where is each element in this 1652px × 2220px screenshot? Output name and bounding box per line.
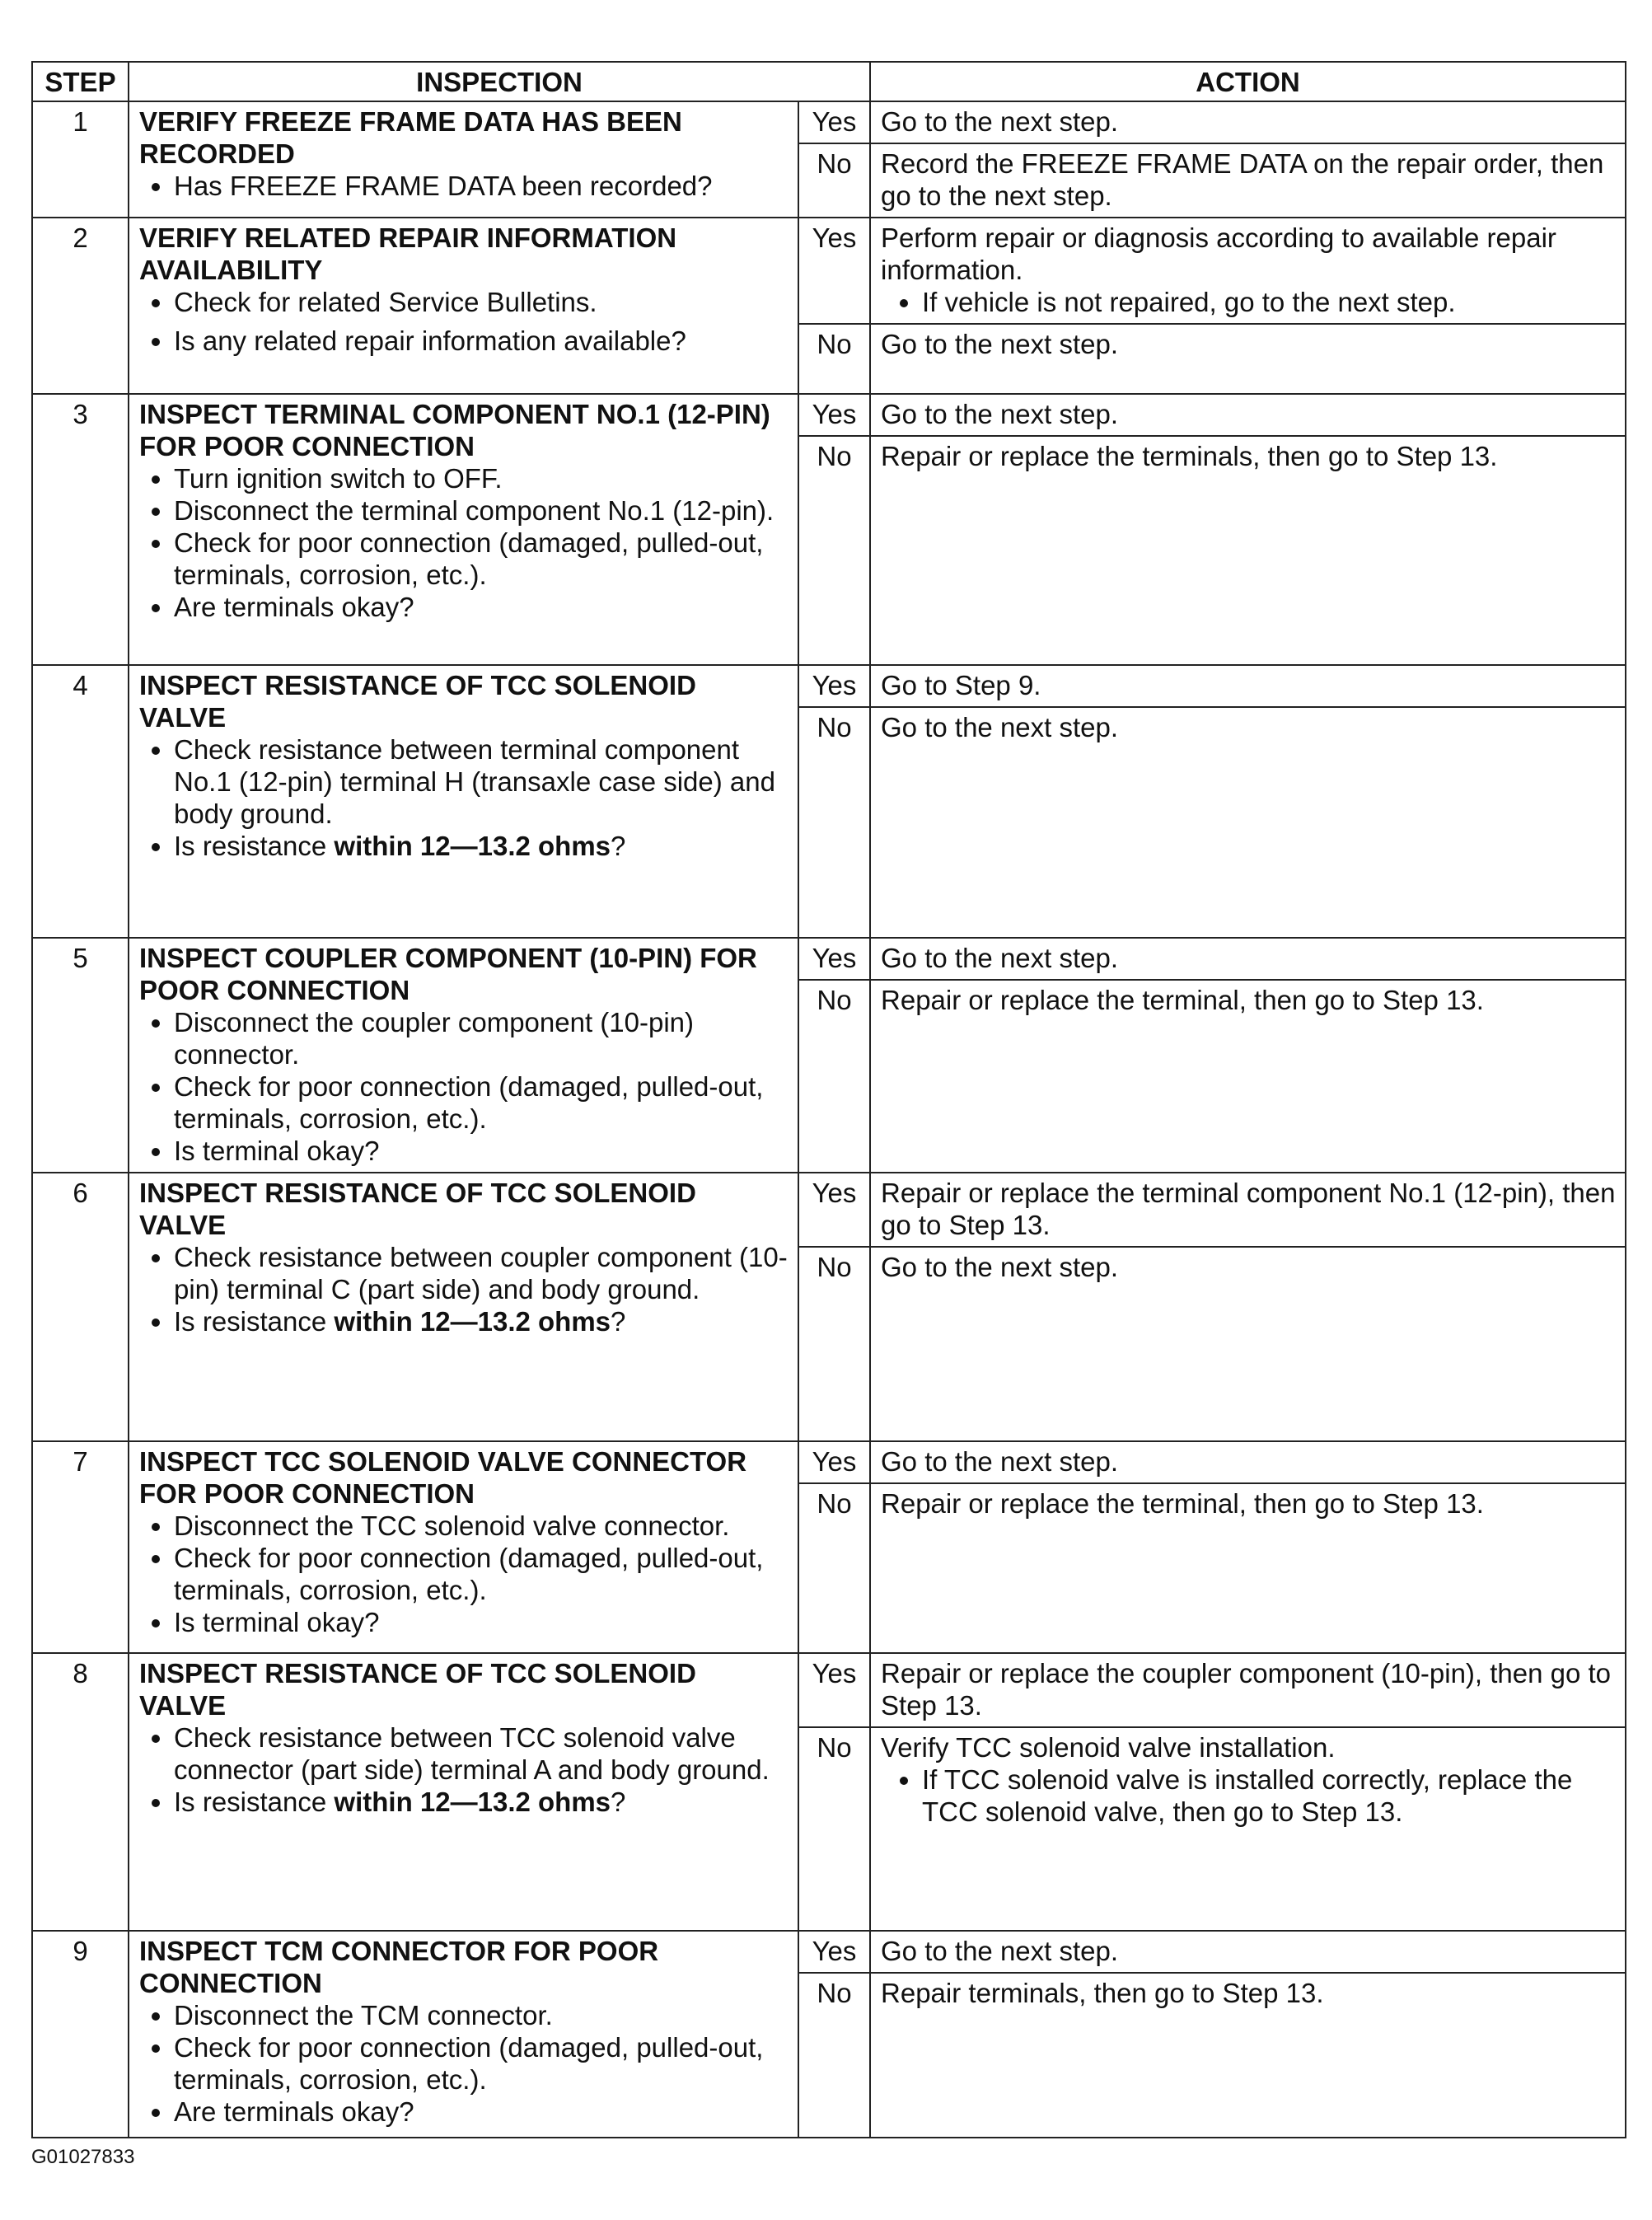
inspection-title: INSPECT COUPLER COMPONENT (10-PIN) FOR POOR CONNECTION xyxy=(139,943,757,1005)
no-action: Go to the next step. xyxy=(870,324,1626,394)
table-row xyxy=(32,1931,1626,1973)
yes-action: Perform repair or diagnosis according to available repair information. xyxy=(881,222,1556,285)
inspection-bullet: • Are terminals okay? xyxy=(174,2096,789,2128)
yes-action: Go to Step 9. xyxy=(870,665,1626,707)
inspection-bullet: • Check for poor connection (damaged, pulled-out, terminals, corrosion, etc.). xyxy=(174,2031,789,2096)
inspection-cell xyxy=(129,1653,798,1931)
no-label: No xyxy=(798,1727,870,1931)
inspection-bullet: • Has FREEZE FRAME DATA been recorded? xyxy=(174,170,789,202)
inspection-title: INSPECT TERMINAL COMPONENT NO.1 (12-PIN) FOR POOR CONNECTION xyxy=(139,399,770,461)
yes-action-cell xyxy=(870,218,1626,324)
yes-label: Yes xyxy=(798,218,870,324)
no-action: Repair terminals, then go to Step 13. xyxy=(870,1973,1626,2138)
no-action-cell xyxy=(870,1727,1626,1931)
inspection-cell xyxy=(129,101,798,218)
inspection-question xyxy=(174,830,789,862)
step-number: 8 xyxy=(32,1653,129,1931)
no-label: No xyxy=(798,980,870,1173)
no-label: No xyxy=(798,1247,870,1441)
question-mark: ? xyxy=(611,1306,626,1337)
resistance-spec: within 12—13.2 ohms xyxy=(334,1787,611,1817)
yes-label: Yes xyxy=(798,1653,870,1727)
header-step: STEP xyxy=(32,62,129,101)
inspection-bullet: • Check for poor connection (damaged, pulled-out, terminals, corrosion, etc.). xyxy=(174,527,789,591)
no-action: Record the FREEZE FRAME DATA on the repair order, then go to the next step. xyxy=(870,143,1626,218)
diagnostic-procedure-table xyxy=(31,61,1626,2138)
inspection-title: INSPECT TCM CONNECTOR FOR POOR CONNECTION xyxy=(139,1936,659,1998)
inspection-cell xyxy=(129,1441,798,1653)
inspection-title: VERIFY RELATED REPAIR INFORMATION AVAILABILITY xyxy=(139,222,677,285)
no-action: Repair or replace the terminal, then go to Step 13. xyxy=(870,1483,1626,1653)
yes-label: Yes xyxy=(798,394,870,436)
no-action: Go to the next step. xyxy=(870,1247,1626,1441)
inspection-cell xyxy=(129,938,798,1173)
inspection-cell xyxy=(129,665,798,938)
no-action: Go to the next step. xyxy=(870,707,1626,938)
inspection-question xyxy=(174,1786,789,1818)
step-number: 3 xyxy=(32,394,129,665)
no-label: No xyxy=(798,324,870,394)
table-row xyxy=(32,394,1626,436)
no-action: Verify TCC solenoid valve installation. xyxy=(881,1732,1336,1763)
yes-label: Yes xyxy=(798,1173,870,1247)
inspection-cell xyxy=(129,1931,798,2138)
yes-label: Yes xyxy=(798,938,870,980)
inspection-bullet: • Check for poor connection (damaged, pulled-out, terminals, corrosion, etc.). xyxy=(174,1070,789,1135)
yes-action: Go to the next step. xyxy=(870,1931,1626,1973)
action-bullet: • If vehicle is not repaired, go to the next step. xyxy=(922,286,1618,318)
inspection-title: VERIFY FREEZE FRAME DATA HAS BEEN RECORDED xyxy=(139,106,682,169)
inspection-bullet: • Check resistance between terminal component No.1 (12-pin) terminal H (transaxle case side) and body ground. xyxy=(174,733,789,830)
question-mark: ? xyxy=(611,1787,626,1817)
question-text: Is resistance xyxy=(174,1787,335,1817)
yes-action: Repair or replace the terminal component No.1 (12-pin), then go to Step 13. xyxy=(870,1173,1626,1247)
yes-action: Go to the next step. xyxy=(870,1441,1626,1483)
inspection-bullet: • Check for related Service Bulletins. xyxy=(174,286,789,318)
resistance-spec: within 12—13.2 ohms xyxy=(334,1306,611,1337)
step-number: 2 xyxy=(32,218,129,394)
no-label: No xyxy=(798,1483,870,1653)
yes-label: Yes xyxy=(798,665,870,707)
question-text: Is resistance xyxy=(174,1306,335,1337)
table-row xyxy=(32,938,1626,980)
inspection-title: INSPECT TCC SOLENOID VALVE CONNECTOR FOR POOR CONNECTION xyxy=(139,1446,747,1509)
no-action: Repair or replace the terminal, then go to Step 13. xyxy=(870,980,1626,1173)
inspection-title: INSPECT RESISTANCE OF TCC SOLENOID VALVE xyxy=(139,1178,696,1240)
inspection-bullet: • Check for poor connection (damaged, pulled-out, terminals, corrosion, etc.). xyxy=(174,1542,789,1606)
table-row xyxy=(32,218,1626,324)
header-action: ACTION xyxy=(870,62,1626,101)
inspection-title: INSPECT RESISTANCE OF TCC SOLENOID VALVE xyxy=(139,670,696,733)
table-row xyxy=(32,1441,1626,1483)
table-row xyxy=(32,101,1626,143)
step-number: 1 xyxy=(32,101,129,218)
inspection-bullet: • Are terminals okay? xyxy=(174,591,789,623)
header-inspection: INSPECTION xyxy=(129,62,870,101)
yes-label: Yes xyxy=(798,101,870,143)
inspection-bullet: • Check resistance between TCC solenoid valve connector (part side) terminal A and body ground. xyxy=(174,1721,789,1786)
inspection-question xyxy=(174,1305,789,1337)
question-text: Is resistance xyxy=(174,831,335,861)
step-number: 7 xyxy=(32,1441,129,1653)
inspection-bullet: • Is terminal okay? xyxy=(174,1606,789,1638)
step-number: 9 xyxy=(32,1931,129,2138)
table-row xyxy=(32,1653,1626,1727)
inspection-cell xyxy=(129,394,798,665)
no-label: No xyxy=(798,1973,870,2138)
inspection-cell xyxy=(129,1173,798,1441)
table-row xyxy=(32,1173,1626,1247)
no-action: Repair or replace the terminals, then go to Step 13. xyxy=(870,436,1626,665)
yes-label: Yes xyxy=(798,1931,870,1973)
action-bullet: • If TCC solenoid valve is installed correctly, replace the TCC solenoid valve, then go to Step 13. xyxy=(922,1763,1618,1828)
step-number: 5 xyxy=(32,938,129,1173)
resistance-spec: within 12—13.2 ohms xyxy=(334,831,611,861)
inspection-bullet: • Check resistance between coupler component (10-pin) terminal C (part side) and body ground. xyxy=(174,1241,789,1305)
inspection-bullet: • Disconnect the terminal component No.1 (12-pin). xyxy=(174,494,789,527)
inspection-bullet: • Is terminal okay? xyxy=(174,1135,789,1167)
figure-id: G01027833 xyxy=(31,2146,135,2168)
yes-label: Yes xyxy=(798,1441,870,1483)
no-label: No xyxy=(798,143,870,218)
step-number: 4 xyxy=(32,665,129,938)
inspection-title: INSPECT RESISTANCE OF TCC SOLENOID VALVE xyxy=(139,1658,696,1721)
step-number: 6 xyxy=(32,1173,129,1441)
inspection-bullet: • Is any related repair information available? xyxy=(174,325,789,357)
no-label: No xyxy=(798,707,870,938)
no-label: No xyxy=(798,436,870,665)
yes-action: Go to the next step. xyxy=(870,101,1626,143)
inspection-bullet: • Disconnect the TCC solenoid valve connector. xyxy=(174,1510,789,1542)
header-row xyxy=(32,62,1626,101)
yes-action: Go to the next step. xyxy=(870,394,1626,436)
yes-action: Repair or replace the coupler component (10-pin), then go to Step 13. xyxy=(870,1653,1626,1727)
inspection-bullet: • Disconnect the TCM connector. xyxy=(174,1999,789,2031)
inspection-bullet: • Disconnect the coupler component (10-pin) connector. xyxy=(174,1006,789,1070)
inspection-bullet: • Turn ignition switch to OFF. xyxy=(174,462,789,494)
table-row xyxy=(32,665,1626,707)
question-mark: ? xyxy=(611,831,626,861)
inspection-cell xyxy=(129,218,798,394)
yes-action: Go to the next step. xyxy=(870,938,1626,980)
